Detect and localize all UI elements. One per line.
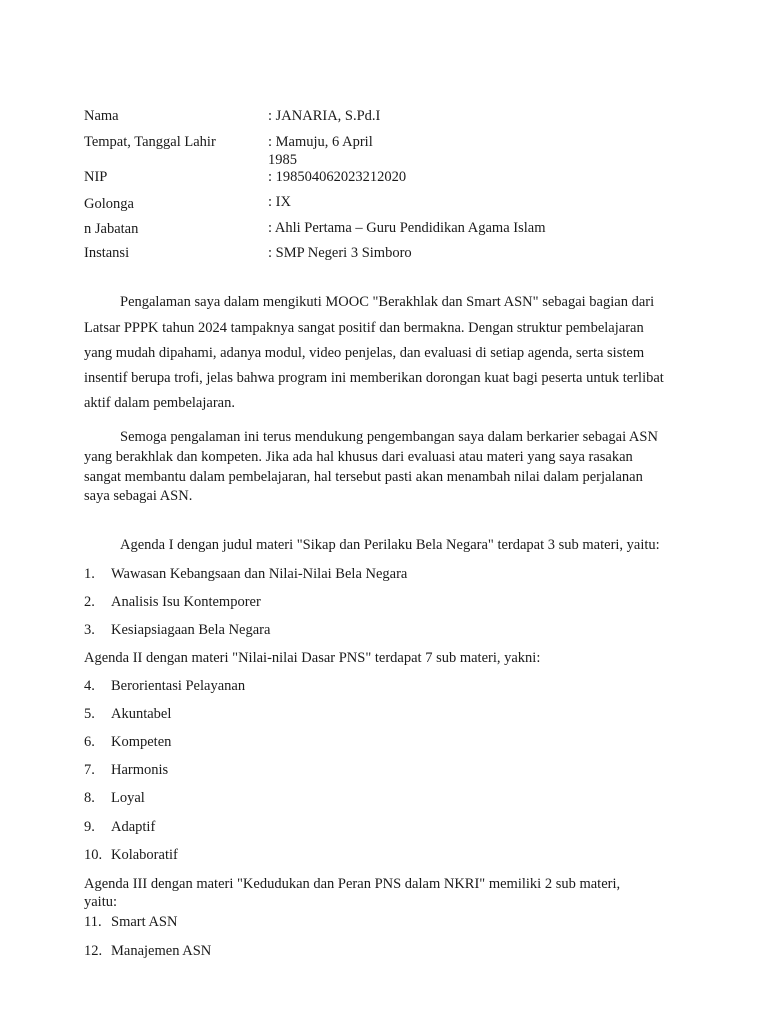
paragraph-line: aktif dalam pembelajaran. xyxy=(84,395,235,411)
paragraph-line: yang mudah dipahami, adanya modul, video penjelas, dan evaluasi di setiap agenda, serta sistem xyxy=(84,345,645,361)
paragraph-line: sangat membantu dalam pembelajaran, hal tersebut pasti akan menambah nilai dalam perjalanan xyxy=(84,469,643,485)
list-item-number: 6. xyxy=(84,734,95,750)
list-item-number: 7. xyxy=(84,762,95,778)
list-item: Kesiapsiagaan Bela Negara xyxy=(111,622,271,638)
nip-label: NIP xyxy=(84,169,108,185)
paragraph-line: yang berakhlak dan kompeten. Jika ada hal khusus dari evaluasi atau materi yang saya rasakan xyxy=(84,449,633,465)
agenda-1-heading: Agenda I dengan judul materi "Sikap dan Perilaku Bela Negara" terdapat 3 sub materi, yaitu: xyxy=(120,537,660,553)
ttl-value-line1: : Mamuju, 6 April xyxy=(268,134,373,150)
agenda-3-heading: Agenda III dengan materi "Kedudukan dan Peran PNS dalam NKRI" memiliki 2 sub materi, xyxy=(84,876,621,892)
golongan-label: Golonga xyxy=(84,196,134,212)
list-item-number: 2. xyxy=(84,594,95,610)
agenda-2-heading: Agenda II dengan materi "Nilai-nilai Dasar PNS" terdapat 7 sub materi, yakni: xyxy=(84,650,541,666)
jabatan-label: n Jabatan xyxy=(84,221,139,237)
paragraph-line: Semoga pengalaman ini terus mendukung pengembangan saya dalam berkarier sebagai ASN xyxy=(120,429,658,445)
list-item: Akuntabel xyxy=(111,706,172,722)
list-item-number: 4. xyxy=(84,678,95,694)
list-item-number: 9. xyxy=(84,819,95,835)
list-item: Smart ASN xyxy=(111,914,178,930)
list-item: Harmonis xyxy=(111,762,169,778)
list-item: Kolaboratif xyxy=(111,847,178,863)
list-item-number: 3. xyxy=(84,622,95,638)
jabatan-value: : Ahli Pertama – Guru Pendidikan Agama Islam xyxy=(268,220,546,236)
list-item: Adaptif xyxy=(111,819,156,835)
instansi-label: Instansi xyxy=(84,245,130,261)
list-item-number: 10. xyxy=(84,847,103,863)
list-item-number: 11. xyxy=(84,914,102,930)
list-item: Manajemen ASN xyxy=(111,943,212,959)
list-item: Berorientasi Pelayanan xyxy=(111,678,246,694)
paragraph-line: Pengalaman saya dalam mengikuti MOOC "Berakhlak dan Smart ASN" sebagai bagian dari xyxy=(120,294,655,310)
list-item: Kompeten xyxy=(111,734,172,750)
paragraph-line: insentif berupa trofi, jelas bahwa program ini memberikan dorongan kuat bagi peserta untuk terlibat xyxy=(84,370,664,386)
golongan-value: : IX xyxy=(268,194,291,210)
agenda-3-heading-cont: yaitu: xyxy=(84,894,118,910)
nama-value: : JANARIA, S.Pd.I xyxy=(268,108,381,124)
paragraph-line: saya sebagai ASN. xyxy=(84,488,193,504)
paragraph-line: Latsar PPPK tahun 2024 tampaknya sangat positif dan bermakna. Dengan struktur pembelajaran xyxy=(84,320,644,336)
list-item-number: 8. xyxy=(84,790,95,806)
list-item: Wawasan Kebangsaan dan Nilai-Nilai Bela Negara xyxy=(111,566,408,582)
ttl-value-line2: 1985 xyxy=(268,152,297,168)
list-item: Analisis Isu Kontemporer xyxy=(111,594,261,610)
list-item-number: 12. xyxy=(84,943,103,959)
list-item-number: 1. xyxy=(84,566,95,582)
nama-label: Nama xyxy=(84,108,119,124)
nip-value: : 198504062023212020 xyxy=(268,169,407,185)
instansi-value: : SMP Negeri 3 Simboro xyxy=(268,245,412,261)
list-item: Loyal xyxy=(111,790,145,806)
ttl-label: Tempat, Tanggal Lahir xyxy=(84,134,216,150)
list-item-number: 5. xyxy=(84,706,95,722)
